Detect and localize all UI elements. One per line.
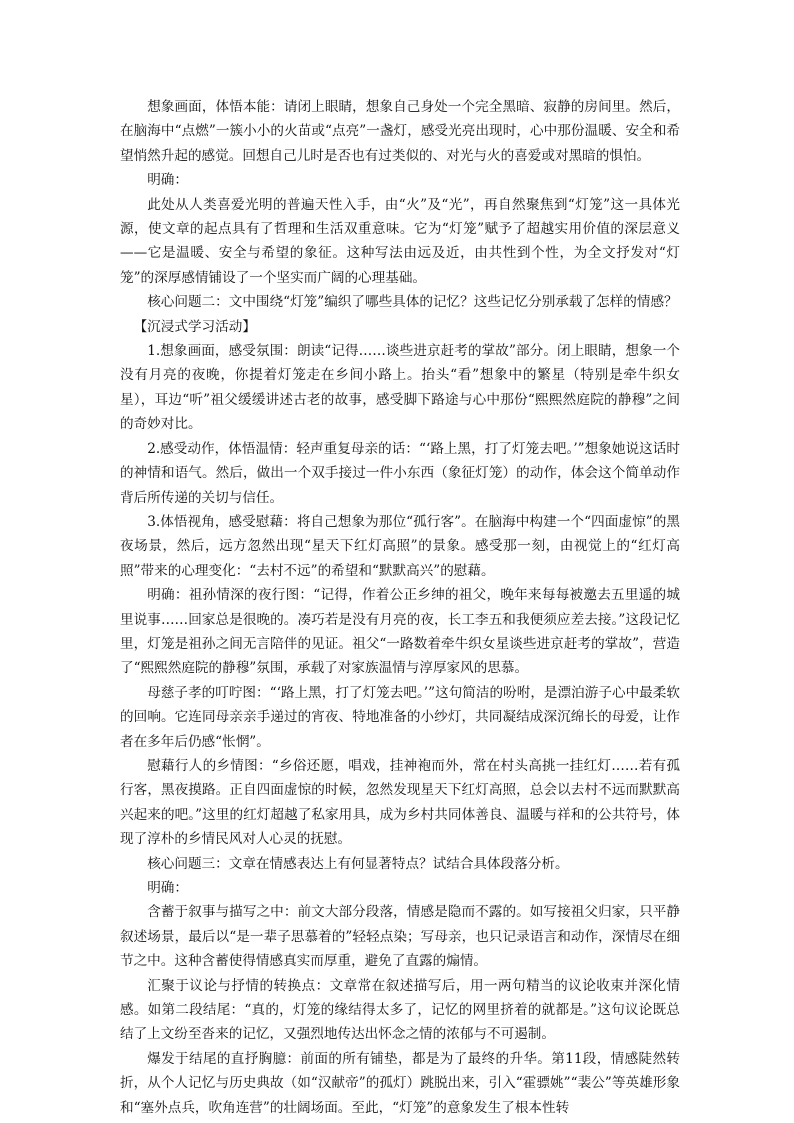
paragraph-core-question-two: 核心问题二：文中围绕“灯笼”编织了哪些具体的记忆？这些记忆分别承载了怎样的情感？ [147,294,678,311]
section-heading-immersive-activity: 【沉浸式学习活动】 [133,318,256,335]
paragraph-village-scene: 慰藉行人的乡情图：“乡俗还愿，唱戏，挂神袍而外，常在村头高挑一挂红灯……若有孤行客，黑夜摸路。正自四面虚惊的时候，忽然发现星天下红灯高照，总会以去村不远而默默高兴起来的吧。”这里的红灯超越了私家用具，成为乡村共同体善良、温暖与祥和的公共符号，体现了淳朴的乡情民风对人心灵的抚慰。 [120,757,680,848]
paragraph-activity-one: 1.想象画面，感受氛围：朗读“记得……谈些进京赶考的掌故”部分。闭上眼睛，想象一个没有月亮的夜晚，你提着灯笼走在乡间小路上。抬头“看”想象中的繁星（特别是牵牛织女星），耳边“听”祖父缓缓讲述古老的故事，感受脚下路途与心中那份“熙熙然庭院的静穆”之间的奇妙对比。 [120,343,680,433]
paragraph-clarify-label: 明确： [147,172,188,189]
paragraph-mother-scene: 母慈子孝的叮咛图：“‘路上黑，打了灯笼去吧。’”这句简洁的吩咐，是漂泊游子心中最柔软的回响。它连同母亲亲手递过的宵夜、特地准备的小纱灯，共同凝结成深沉绵长的母爱，让作者在多年后仍感“怅惘”。 [120,684,680,750]
paragraph-direct-expression: 爆发于结尾的直抒胸臆：前面的所有铺垫，都是为了最终的升华。第11段，情感陡然转折，从个人记忆与历史典故（如“汉献帝”的孤灯）跳脱出来，引入“霍骠姚”“裴公”等英雄形象和“塞外点兵，吹角连营”的壮阔场面。至此，“灯笼”的意象发生了根本性转 [120,1050,680,1116]
paragraph-implicit-emotion: 含蓄于叙事与描写之中：前文大部分段落，情感是隐而不露的。如写接祖父归家，只平静叙述场景，最后以“是一辈子思慕着的”轻轻点染；写母亲，也只记录语言和动作，深情尽在细节之中。这种含蓄使得情感真实而厚重，避免了直露的煽情。 [120,904,680,970]
paragraph-clarify-label-2: 明确： [147,880,188,896]
paragraph-core-question-three: 核心问题三：文章在情感表达上有何显著特点？试结合具体段落分析。 [147,855,569,872]
paragraph-commentary-turn: 汇聚于议论与抒情的转换点：文章常在叙述描写后，用一两句精当的议论收束并深化情感。如第二段结尾：“真的，灯笼的缘结得太多了，记忆的网里挤着的就都是。”这句议论既总结了上文纷至沓来的记忆，又强烈地传达出怀念之情的浓郁与不可遏制。 [120,977,680,1043]
paragraph-light-analysis: 此处从人类喜爱光明的普遍天性入手，由“火”及“光”，再自然聚焦到“灯笼”这一具体光源，使文章的起点具有了哲理和生活双重意味。它为“灯笼”赋予了超越实用价值的深层意义——它是温暖、安全与希望的象征。这种写法由远及近，由共性到个性，为全文抒发对“灯笼”的深厚感情铺设了一个坚实而广阔的心理基础。 [120,196,680,286]
paragraph-grandfather-scene: 明确：祖孙情深的夜行图：“记得，作着公正乡绅的祖父，晚年来每每被邀去五里遥的城里说事……回家总是很晚的。凑巧若是没有月亮的夜，长工李五和我便须应差去接。”这段记忆里，灯笼是祖孙之间无言陪伴的见证。祖父“一路数着牵牛织女星谈些进京赶考的掌故”，营造了“熙熙然庭院的静穆”氛围，承载了对家族温情与淳厚家风的思慕。 [120,587,680,677]
paragraph-activity-two: 2.感受动作，体悟温情：轻声重复母亲的话：“‘路上黑，打了灯笼去吧。’”想象她说这话时的神情和语气。然后，做出一个双手接过一件小东西（象征灯笼）的动作，体会这个简单动作背后所传递的关切与信任。 [120,440,680,506]
paragraph-imagine-darkness: 想象画面，体悟本能：请闭上眼睛，想象自己身处一个完全黑暗、寂静的房间里。然后，在脑海中“点燃”一簇小小的火苗或“点亮”一盏灯，感受光亮出现时，心中那份温暖、安全和希望悄然升起的感觉。回想自己儿时是否也有过类似的、对光与火的喜爱或对黑暗的惧怕。 [120,99,680,164]
document-page [120,95,680,1120]
paragraph-activity-three: 3.体悟视角，感受慰藉：将自己想象为那位“孤行客”。在脑海中构建一个“四面虚惊”的黑夜场景，然后，远方忽然出现“星天下红灯高照”的景象。感受那一刻，由视觉上的“红灯高照”带来的心理变化：“去村不远”的希望和“默默高兴”的慰藉。 [120,513,680,579]
